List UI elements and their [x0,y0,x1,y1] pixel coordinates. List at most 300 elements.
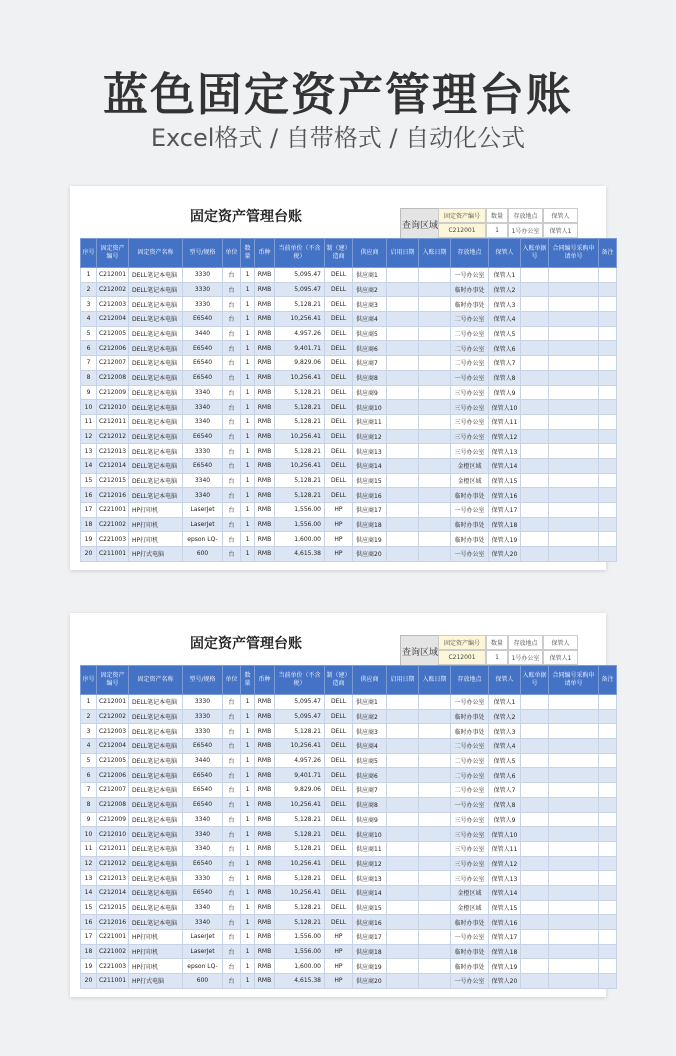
table-cell[interactable] [387,871,419,886]
table-cell[interactable] [521,885,549,900]
table-cell[interactable] [387,473,419,488]
table-cell[interactable]: 1 [241,458,255,473]
table-cell[interactable]: 600 [183,974,223,989]
table-cell[interactable]: 1 [241,503,255,518]
table-cell[interactable] [599,900,617,915]
table-cell[interactable]: 5,095.47 [275,709,325,724]
query-cell[interactable]: 保管人1 [543,223,578,238]
table-cell[interactable]: RMB [255,753,275,768]
table-cell[interactable] [599,959,617,974]
table-cell[interactable]: DELL [325,429,353,444]
table-cell[interactable] [387,724,419,739]
table-cell[interactable]: DELL笔记本电脑 [129,856,183,871]
table-cell[interactable]: 保管人18 [489,517,521,532]
table-cell[interactable] [521,488,549,503]
table-cell[interactable]: 1 [81,268,97,283]
table-cell[interactable]: 9 [81,385,97,400]
query-cell[interactable]: 保管人1 [543,650,578,665]
table-cell[interactable] [387,370,419,385]
table-cell[interactable]: 二号办公室 [451,326,489,341]
table-cell[interactable]: 1 [241,930,255,945]
table-cell[interactable]: E6540 [183,783,223,798]
table-cell[interactable] [387,488,419,503]
table-cell[interactable]: 20 [81,974,97,989]
table-cell[interactable]: 3340 [183,915,223,930]
table-cell[interactable]: C212006 [97,341,129,356]
table-cell[interactable]: 台 [223,532,241,547]
table-cell[interactable]: 临时办事处 [451,915,489,930]
table-cell[interactable] [419,517,451,532]
table-cell[interactable] [549,959,599,974]
table-cell[interactable] [521,297,549,312]
table-cell[interactable]: 保管人4 [489,312,521,327]
table-cell[interactable] [419,370,451,385]
table-cell[interactable] [549,326,599,341]
table-cell[interactable] [521,841,549,856]
table-cell[interactable]: 3330 [183,871,223,886]
table-cell[interactable]: 5,128.21 [275,827,325,842]
table-cell[interactable]: RMB [255,341,275,356]
table-cell[interactable]: 1 [241,370,255,385]
table-cell[interactable] [419,297,451,312]
table-cell[interactable] [521,768,549,783]
table-cell[interactable]: 1 [241,341,255,356]
table-cell[interactable] [419,900,451,915]
table-cell[interactable]: LaserJet [183,517,223,532]
table-cell[interactable]: E6540 [183,885,223,900]
table-cell[interactable] [387,385,419,400]
table-cell[interactable]: 1 [241,326,255,341]
table-cell[interactable]: DELL笔记本电脑 [129,312,183,327]
table-cell[interactable]: 临时办事处 [451,944,489,959]
table-cell[interactable]: C221003 [97,532,129,547]
table-cell[interactable]: HP打印机 [129,532,183,547]
table-cell[interactable] [419,473,451,488]
table-cell[interactable]: HP打式电脑 [129,974,183,989]
table-cell[interactable] [521,871,549,886]
table-cell[interactable]: 保管人2 [489,282,521,297]
table-cell[interactable]: C212015 [97,900,129,915]
table-cell[interactable]: 保管人17 [489,930,521,945]
table-cell[interactable] [419,488,451,503]
table-cell[interactable]: 供应商10 [353,827,387,842]
table-cell[interactable] [549,841,599,856]
table-cell[interactable] [419,326,451,341]
table-cell[interactable]: 1 [241,724,255,739]
table-cell[interactable]: 5,128.21 [275,812,325,827]
table-cell[interactable]: C212004 [97,312,129,327]
table-cell[interactable]: 10,256.41 [275,458,325,473]
table-cell[interactable]: C211001 [97,547,129,562]
table-cell[interactable]: RMB [255,444,275,459]
table-cell[interactable] [599,268,617,283]
table-cell[interactable]: DELL笔记本电脑 [129,297,183,312]
table-cell[interactable] [419,944,451,959]
table-cell[interactable] [387,414,419,429]
table-cell[interactable] [387,282,419,297]
table-cell[interactable]: HP打印机 [129,944,183,959]
table-cell[interactable] [549,532,599,547]
query-cell[interactable]: 保管人 [543,208,578,223]
table-cell[interactable]: 5,095.47 [275,268,325,283]
table-cell[interactable] [599,473,617,488]
table-cell[interactable]: 5,128.21 [275,900,325,915]
table-cell[interactable]: DELL [325,724,353,739]
table-cell[interactable]: 二号办公室 [451,783,489,798]
table-cell[interactable]: 15 [81,473,97,488]
table-cell[interactable]: C212014 [97,885,129,900]
table-cell[interactable]: 一号办公室 [451,503,489,518]
table-cell[interactable] [549,812,599,827]
table-cell[interactable]: 供应商11 [353,841,387,856]
table-cell[interactable]: 3440 [183,753,223,768]
table-cell[interactable]: C212011 [97,841,129,856]
table-cell[interactable]: 供应商15 [353,473,387,488]
table-cell[interactable] [599,458,617,473]
table-cell[interactable]: DELL [325,458,353,473]
table-cell[interactable]: HP [325,532,353,547]
table-cell[interactable]: 保管人15 [489,900,521,915]
table-cell[interactable]: DELL [325,400,353,415]
table-cell[interactable]: RMB [255,517,275,532]
table-cell[interactable]: 5,128.21 [275,414,325,429]
table-cell[interactable]: 三号办公室 [451,841,489,856]
table-cell[interactable] [419,400,451,415]
table-cell[interactable] [599,385,617,400]
table-cell[interactable]: 供应商19 [353,532,387,547]
table-cell[interactable]: 台 [223,547,241,562]
table-cell[interactable]: 10,256.41 [275,370,325,385]
table-cell[interactable] [599,370,617,385]
table-cell[interactable] [599,709,617,724]
table-cell[interactable]: C212005 [97,326,129,341]
table-cell[interactable] [599,429,617,444]
table-cell[interactable] [521,974,549,989]
table-cell[interactable] [387,768,419,783]
table-cell[interactable] [521,312,549,327]
table-cell[interactable]: 4,957.26 [275,326,325,341]
table-cell[interactable]: RMB [255,488,275,503]
table-cell[interactable]: 台 [223,385,241,400]
table-cell[interactable] [599,885,617,900]
table-cell[interactable]: 三号办公室 [451,414,489,429]
table-cell[interactable]: 台 [223,930,241,945]
table-cell[interactable] [599,312,617,327]
table-cell[interactable] [549,797,599,812]
table-cell[interactable]: RMB [255,841,275,856]
table-cell[interactable]: 台 [223,812,241,827]
table-cell[interactable]: 供应商5 [353,753,387,768]
table-cell[interactable] [419,709,451,724]
table-cell[interactable]: 4,615.38 [275,974,325,989]
table-cell[interactable]: 临时办事处 [451,959,489,974]
table-cell[interactable]: RMB [255,944,275,959]
table-cell[interactable]: 5,128.21 [275,871,325,886]
table-cell[interactable]: 台 [223,783,241,798]
table-cell[interactable]: DELL [325,385,353,400]
table-cell[interactable]: epson LQ- [183,532,223,547]
table-cell[interactable]: 4 [81,739,97,754]
table-cell[interactable] [549,974,599,989]
table-cell[interactable]: 3340 [183,812,223,827]
table-cell[interactable]: 临时办事处 [451,282,489,297]
table-cell[interactable]: 10,256.41 [275,429,325,444]
table-cell[interactable]: 二号办公室 [451,341,489,356]
table-cell[interactable]: 供应商3 [353,297,387,312]
table-cell[interactable]: 1 [241,695,255,710]
table-cell[interactable]: 台 [223,944,241,959]
table-cell[interactable]: 5,128.21 [275,400,325,415]
table-cell[interactable] [521,400,549,415]
table-cell[interactable]: 保管人15 [489,473,521,488]
table-cell[interactable]: C212013 [97,444,129,459]
table-cell[interactable]: C221001 [97,930,129,945]
table-cell[interactable] [419,797,451,812]
table-cell[interactable]: C212005 [97,753,129,768]
table-cell[interactable]: 保管人11 [489,414,521,429]
table-cell[interactable]: 供应商10 [353,400,387,415]
table-cell[interactable] [521,532,549,547]
table-cell[interactable]: DELL [325,900,353,915]
table-cell[interactable]: 三号办公室 [451,827,489,842]
table-cell[interactable] [549,871,599,886]
table-cell[interactable] [549,400,599,415]
table-cell[interactable] [387,944,419,959]
table-cell[interactable]: 供应商2 [353,709,387,724]
table-cell[interactable]: 保管人5 [489,326,521,341]
table-cell[interactable]: 保管人8 [489,797,521,812]
table-cell[interactable]: 台 [223,768,241,783]
table-cell[interactable]: 台 [223,341,241,356]
table-cell[interactable] [599,739,617,754]
table-cell[interactable]: C212006 [97,768,129,783]
table-cell[interactable] [521,827,549,842]
table-cell[interactable] [549,458,599,473]
table-cell[interactable]: 供应商18 [353,944,387,959]
table-cell[interactable]: 临时办事处 [451,488,489,503]
table-cell[interactable]: E6540 [183,768,223,783]
table-cell[interactable]: 二号办公室 [451,753,489,768]
table-cell[interactable]: 1 [241,812,255,827]
table-cell[interactable]: 3330 [183,709,223,724]
table-cell[interactable] [521,282,549,297]
table-cell[interactable]: 一号办公室 [451,695,489,710]
table-cell[interactable]: C212009 [97,385,129,400]
table-cell[interactable]: 保管人12 [489,856,521,871]
table-cell[interactable]: DELL [325,488,353,503]
table-cell[interactable]: 临时办事处 [451,709,489,724]
table-cell[interactable]: 台 [223,695,241,710]
table-cell[interactable] [419,414,451,429]
table-cell[interactable]: DELL [325,871,353,886]
table-cell[interactable]: 保管人13 [489,871,521,886]
table-cell[interactable] [419,959,451,974]
table-cell[interactable]: 5,128.21 [275,297,325,312]
table-cell[interactable]: 台 [223,900,241,915]
table-cell[interactable]: 临时办事处 [451,517,489,532]
table-cell[interactable] [521,458,549,473]
table-cell[interactable]: HP [325,930,353,945]
table-cell[interactable]: 一号办公室 [451,797,489,812]
table-cell[interactable]: RMB [255,297,275,312]
table-cell[interactable]: 台 [223,356,241,371]
table-cell[interactable]: 台 [223,312,241,327]
table-cell[interactable]: C212010 [97,827,129,842]
table-cell[interactable] [387,341,419,356]
table-cell[interactable] [387,400,419,415]
table-cell[interactable] [419,856,451,871]
table-cell[interactable]: C212002 [97,709,129,724]
table-cell[interactable]: 1 [241,768,255,783]
table-cell[interactable] [599,768,617,783]
table-cell[interactable]: C212003 [97,297,129,312]
table-cell[interactable]: C221001 [97,503,129,518]
table-cell[interactable] [521,724,549,739]
table-cell[interactable] [387,429,419,444]
table-cell[interactable]: 台 [223,414,241,429]
table-cell[interactable]: 20 [81,547,97,562]
table-cell[interactable]: DELL笔记本电脑 [129,356,183,371]
table-cell[interactable]: 临时办事处 [451,724,489,739]
table-cell[interactable] [521,856,549,871]
table-cell[interactable]: HP [325,959,353,974]
table-cell[interactable]: RMB [255,312,275,327]
table-cell[interactable]: 1 [241,297,255,312]
table-cell[interactable]: C212003 [97,724,129,739]
table-cell[interactable]: RMB [255,959,275,974]
table-cell[interactable]: 台 [223,444,241,459]
table-cell[interactable]: RMB [255,871,275,886]
query-cell[interactable]: 1号办公室 [508,650,543,665]
table-cell[interactable] [387,753,419,768]
table-cell[interactable]: DELL [325,768,353,783]
table-cell[interactable]: DELL笔记本电脑 [129,827,183,842]
table-cell[interactable] [419,724,451,739]
table-cell[interactable] [387,856,419,871]
table-cell[interactable] [549,739,599,754]
table-cell[interactable]: 3340 [183,488,223,503]
table-cell[interactable]: DELL [325,326,353,341]
table-cell[interactable]: DELL笔记本电脑 [129,488,183,503]
table-cell[interactable]: C212011 [97,414,129,429]
table-cell[interactable] [387,297,419,312]
table-cell[interactable]: 金橙区域 [451,458,489,473]
table-cell[interactable]: 供应商14 [353,458,387,473]
query-cell[interactable]: 保管人 [543,635,578,650]
table-cell[interactable]: 12 [81,429,97,444]
table-cell[interactable]: 保管人4 [489,739,521,754]
table-cell[interactable]: HP打印机 [129,930,183,945]
table-cell[interactable]: 台 [223,297,241,312]
table-cell[interactable] [387,739,419,754]
table-cell[interactable] [549,885,599,900]
table-cell[interactable] [599,695,617,710]
table-cell[interactable]: 1 [241,268,255,283]
table-cell[interactable] [599,341,617,356]
table-cell[interactable]: 3330 [183,724,223,739]
table-cell[interactable] [549,547,599,562]
table-cell[interactable]: 3340 [183,414,223,429]
table-cell[interactable]: C212013 [97,871,129,886]
table-cell[interactable]: 保管人3 [489,724,521,739]
table-cell[interactable] [419,385,451,400]
table-cell[interactable]: 1 [241,871,255,886]
table-cell[interactable] [387,827,419,842]
table-cell[interactable] [549,827,599,842]
table-cell[interactable] [419,827,451,842]
table-cell[interactable]: 三号办公室 [451,812,489,827]
table-cell[interactable] [521,797,549,812]
table-cell[interactable]: 1 [241,974,255,989]
table-cell[interactable]: DELL [325,370,353,385]
table-cell[interactable]: E6540 [183,429,223,444]
table-cell[interactable]: RMB [255,282,275,297]
table-cell[interactable]: DELL笔记本电脑 [129,739,183,754]
table-cell[interactable]: DELL笔记本电脑 [129,709,183,724]
table-cell[interactable]: C212015 [97,473,129,488]
table-cell[interactable] [549,282,599,297]
table-cell[interactable]: DELL [325,282,353,297]
table-cell[interactable] [419,341,451,356]
table-cell[interactable]: 保管人7 [489,356,521,371]
table-cell[interactable]: 保管人12 [489,429,521,444]
table-cell[interactable]: C221002 [97,944,129,959]
table-cell[interactable]: 4,957.26 [275,753,325,768]
table-cell[interactable] [549,900,599,915]
table-cell[interactable]: 台 [223,429,241,444]
table-cell[interactable] [549,444,599,459]
table-cell[interactable] [387,326,419,341]
table-cell[interactable] [419,915,451,930]
table-cell[interactable]: 台 [223,753,241,768]
table-cell[interactable] [419,458,451,473]
table-cell[interactable]: 台 [223,709,241,724]
table-cell[interactable]: E6540 [183,856,223,871]
table-cell[interactable]: 9,829.06 [275,783,325,798]
table-cell[interactable]: 17 [81,930,97,945]
table-cell[interactable]: RMB [255,709,275,724]
table-cell[interactable]: 5,128.21 [275,444,325,459]
table-cell[interactable] [599,488,617,503]
table-cell[interactable]: 7 [81,783,97,798]
table-cell[interactable] [521,473,549,488]
table-cell[interactable]: 保管人7 [489,783,521,798]
table-cell[interactable]: C212012 [97,429,129,444]
table-cell[interactable]: RMB [255,900,275,915]
table-cell[interactable] [387,268,419,283]
table-cell[interactable]: DELL [325,827,353,842]
table-cell[interactable]: 供应商17 [353,503,387,518]
table-cell[interactable]: C212012 [97,856,129,871]
table-cell[interactable]: 19 [81,532,97,547]
table-cell[interactable]: 1 [241,517,255,532]
table-cell[interactable] [549,370,599,385]
table-cell[interactable]: C212009 [97,812,129,827]
table-cell[interactable]: 台 [223,724,241,739]
table-cell[interactable]: 供应商1 [353,268,387,283]
table-cell[interactable] [387,503,419,518]
table-cell[interactable]: 三号办公室 [451,444,489,459]
table-cell[interactable]: 9,401.71 [275,341,325,356]
table-cell[interactable]: 1 [241,385,255,400]
table-cell[interactable]: C212008 [97,370,129,385]
table-cell[interactable]: 1 [241,797,255,812]
table-cell[interactable]: 9 [81,812,97,827]
table-cell[interactable] [549,709,599,724]
query-cell[interactable]: C212001 [438,223,486,238]
table-cell[interactable]: HP [325,517,353,532]
table-cell[interactable]: 金橙区域 [451,885,489,900]
